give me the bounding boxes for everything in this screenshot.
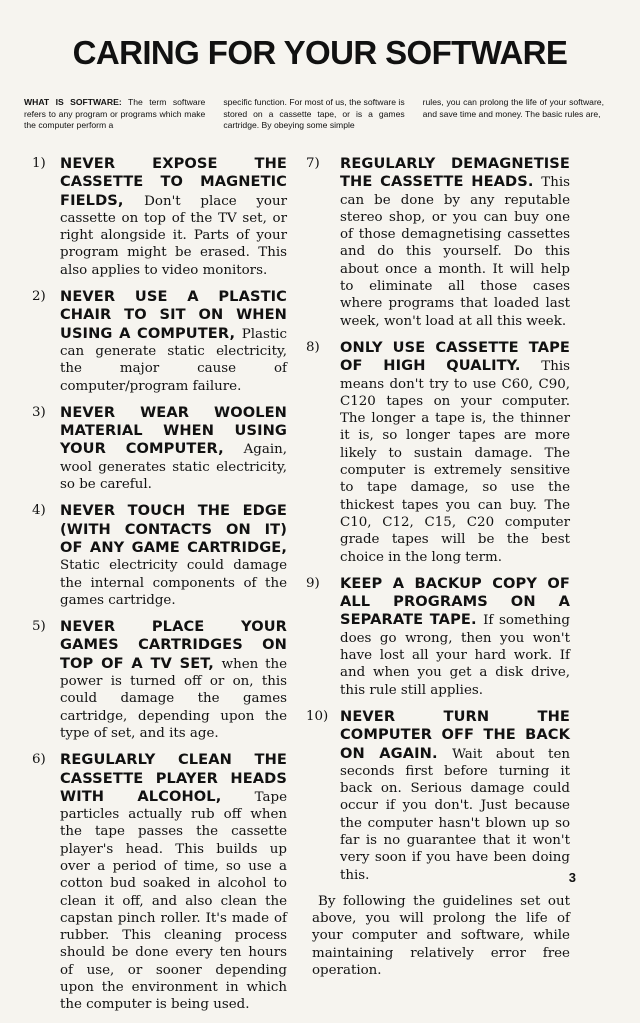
- closing-paragraph: By following the guidelines set out above, you will prolong the life of your computer and software, while maintaining relatively error free operation.: [312, 893, 570, 979]
- rule-item-1: [32, 155, 287, 279]
- rule-text: Again, wool generates static electricity, so be careful.: [60, 442, 287, 493]
- rule-text: This means don't try to use C60, C90, C120 tapes on your computer. The longer a tape is, the thinner it is, so longer tapes are more likely to sustain damage. The computer is extremely sensitive to tape damage, so use the thickest tapes you can buy. The C10, C12, C15, C20 computer grade tapes will be the best choice in the long term.: [340, 359, 570, 565]
- rule-item-6: [32, 751, 287, 1013]
- rule-heading: ONLY USE CASSETTE TAPE OF HIGH QUALITY.: [340, 338, 570, 375]
- intro-section: [24, 97, 604, 132]
- rule-item-7: [306, 155, 570, 330]
- rule-heading: NEVER PLACE YOUR GAMES CARTRIDGES ON TOP OF A TV SET,: [60, 618, 287, 672]
- rule-heading: NEVER WEAR WOOLEN MATERIAL WHEN USING YOUR COMPUTER,: [60, 403, 287, 458]
- rules-list-right: [306, 155, 570, 979]
- rule-number: 3): [32, 404, 46, 420]
- rule-number: 7): [306, 156, 320, 171]
- intro-heading: WHAT IS SOFTWARE:: [24, 97, 122, 107]
- intro-text-1: The term software refers to any program or programs which make the computer perform a: [24, 97, 206, 130]
- rule-number: 5): [32, 619, 46, 635]
- rule-text: when the power is turned off or on, this could damage the games cartridge, depending upon the type of set, and its age.: [60, 656, 287, 741]
- rule-item-10: [306, 708, 570, 884]
- rule-heading: REGULARLY DEMAGNETISE THE CASSETTE HEADS.: [340, 155, 570, 191]
- rule-heading: NEVER TURN THE COMPUTER OFF THE BACK ON AGAIN.: [340, 707, 570, 762]
- rules-list-left: [32, 155, 287, 1023]
- rule-text: Plastic can generate static electricity, the major cause of computer/program failure.: [60, 326, 287, 394]
- rule-number: 1): [32, 156, 46, 171]
- rule-number: 10): [306, 708, 329, 724]
- rule-item-3: [32, 404, 287, 493]
- intro-column-3: rules, you can prolong the life of your software, and save time and money. The basic rules are,: [422, 97, 604, 119]
- rule-number: 9): [306, 575, 320, 591]
- rule-item-8: [306, 339, 570, 566]
- rule-heading: REGULARLY CLEAN THE CASSETTE PLAYER HEADS WITH ALCOHOL,: [60, 751, 287, 805]
- intro-column-2: specific function. For most of us, the software is stored on a cassette tape, or is a games cartridge. By obeying some simple: [223, 97, 405, 130]
- intro-column-1: [24, 97, 205, 132]
- rule-text: If something does go wrong, then you won't have lost all your hard work. If and when you get a disk drive, this rule still applies.: [340, 613, 570, 698]
- rule-item-5: [32, 618, 287, 742]
- rule-number: 2): [32, 289, 46, 305]
- rule-text: Tape particles actually rub off when the tape passes the cassette player's head. This builds up over a period of time, so use a cotton bud soaked in alcohol to clean it off, and also clean the capstan pinch roller. It's made of rubber. This cleaning process should be done every ten hours of use, or sooner depending upon the environment in which the computer is being used.: [60, 789, 287, 1013]
- rule-text: Don't place your cassette on top of the TV set, or right alongside it. Parts of your program might be erased. This also applies to video monitors.: [60, 193, 287, 278]
- rule-item-9: [306, 575, 570, 699]
- rule-heading: KEEP A BACKUP COPY OF ALL PROGRAMS ON A SEPARATE TAPE.: [340, 574, 570, 629]
- page-number: 3: [568, 870, 576, 885]
- rule-item-2: [32, 288, 287, 395]
- rule-text: Wait about ten seconds first before turning it back on. Serious damage could occur if you don't. Just because the computer hasn't blown up so far is no guarantee that it won't very soon if you have been doing this.: [340, 746, 570, 883]
- rule-number: 8): [306, 339, 320, 355]
- rule-heading: NEVER EXPOSE THE CASSETTE TO MAGNETIC FIELDS,: [60, 155, 287, 209]
- rule-number: 4): [32, 503, 46, 519]
- rule-number: 6): [32, 752, 46, 768]
- rule-text: This can be done by any reputable stereo shop, or you can buy one of those demagnetising cassettes and do this yourself. Do this about once a month. It will help to eliminate all those cases where programs that loaded last week, won't load at all this week.: [340, 175, 570, 329]
- rule-heading: NEVER TOUCH THE EDGE (WITH CONTACTS ON IT) OF ANY GAME CARTRIDGE,: [60, 502, 287, 556]
- page-title: CARING FOR YOUR SOFTWARE: [72, 34, 568, 71]
- rule-item-4: [32, 502, 287, 609]
- rule-heading: NEVER USE A PLASTIC CHAIR TO SIT ON WHEN USING A COMPUTER,: [60, 288, 287, 342]
- rule-text: Static electricity could damage the internal components of the games cartridge.: [60, 558, 287, 608]
